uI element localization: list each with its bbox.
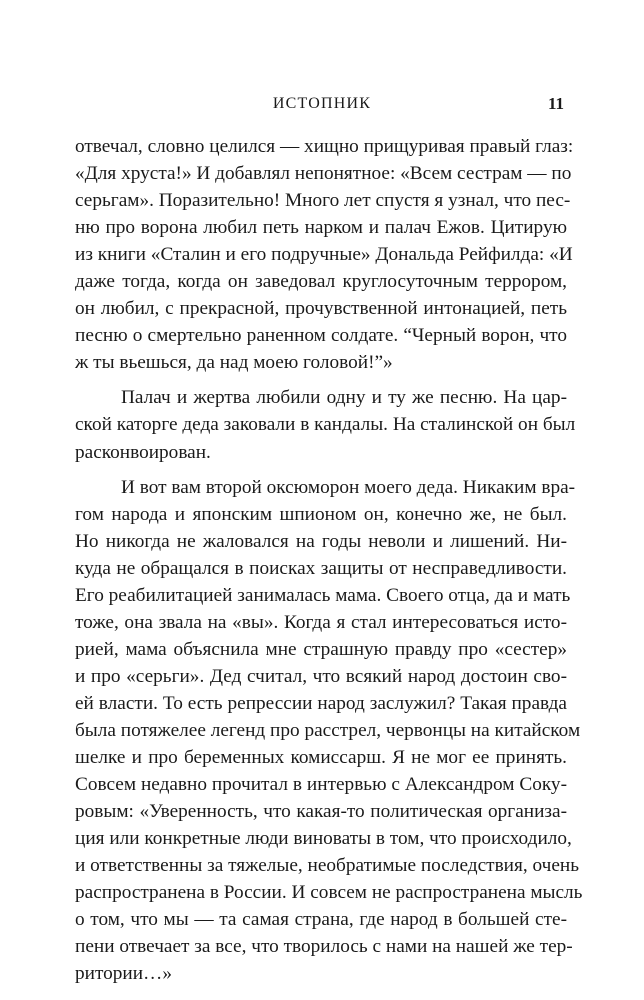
running-title: ИСТОПНИК: [272, 95, 372, 112]
text-line: Совсем недавно прочитал в интервью с Александром Соку-: [75, 774, 567, 796]
text-line: ей власти. То есть репрессии народ заслужил? Такая правда: [75, 692, 567, 714]
text-line: ритории…»: [75, 963, 172, 985]
text-line: он любил, с прекрасной, прочувственной интонацией, петь: [75, 298, 567, 320]
text-line: была потяжелее легенд про расстрел, червонцы на китайском: [75, 719, 581, 741]
text-line: даже тогда, когда он заведовал круглосуточным террором,: [75, 271, 567, 293]
text-line: распространена в России. И совсем не распространена мысль: [75, 882, 583, 904]
text-line: ню про ворона любил петь нарком и палач Ежов. Цитирую: [75, 217, 567, 239]
text-line: песню о смертельно раненном солдате. “Черный ворон, что: [75, 325, 567, 347]
text-line: тоже, она звала на «вы». Когда я стал интересоваться исто-: [75, 611, 567, 633]
text-line: и про «серьги». Дед считал, что всякий народ достоин сво-: [75, 665, 567, 687]
text-line: ция или конкретные люди виноваты в том, что происходило,: [75, 828, 572, 850]
text-line: «Для хруста!» И добавлял непонятное: «Всем сестрам — по: [75, 163, 572, 185]
text-line: рией, мама объяснила мне страшную правду про «сестер»: [75, 638, 567, 660]
text-line: серьгам». Поразительно! Много лет спустя я узнал, что пес-: [75, 190, 571, 212]
text-line: пени отвечает за все, что творилось с нами на нашей же тер-: [75, 936, 573, 958]
text-line: расконвоирован.: [75, 441, 211, 463]
running-header: [0, 94, 644, 118]
text-line: о том, что мы — та самая страна, где народ в большей сте-: [75, 909, 567, 931]
text-line: Но никогда не жаловался на годы неволи и лишений. Ни-: [75, 530, 567, 552]
text-line: И вот вам второй оксюморон моего деда. Никаким вра-: [121, 476, 576, 498]
text-line: ской каторге деда заковали в кандалы. На сталинской он был: [75, 414, 576, 436]
paragraph: [75, 474, 583, 988]
paragraph: [75, 384, 576, 465]
text-line: ж ты вьешься, да над моею головой!”»: [75, 352, 393, 374]
text-line: и ответственны за тяжелые, необратимые последствия, очень: [75, 855, 580, 877]
paragraph: [75, 133, 574, 376]
body-text: [75, 133, 583, 987]
text-line: куда не обращался в поисках защиты от несправедливости.: [75, 557, 567, 579]
text-line: Палач и жертва любили одну и ту же песню. На цар-: [121, 387, 567, 409]
text-line: ровым: «Уверенность, что какая-то политическая организа-: [75, 801, 567, 823]
text-line: гом народа и японским шпионом он, конечно же, не был.: [75, 503, 567, 525]
text-line: Его реабилитацией занималась мама. Своего отца, да и мать: [75, 584, 571, 606]
page-number: 11: [547, 94, 564, 113]
paragraph-gap: [75, 466, 567, 474]
text-line: шелке и про беременных комиссарш. Я не мог ее принять.: [75, 747, 567, 769]
paragraph-gap: [75, 376, 567, 384]
text-line: из книги «Сталин и его подручные» Дональда Рейфилда: «И: [75, 244, 573, 266]
text-line: отвечал, словно целился — хищно прищуривая правый глаз:: [75, 136, 574, 157]
